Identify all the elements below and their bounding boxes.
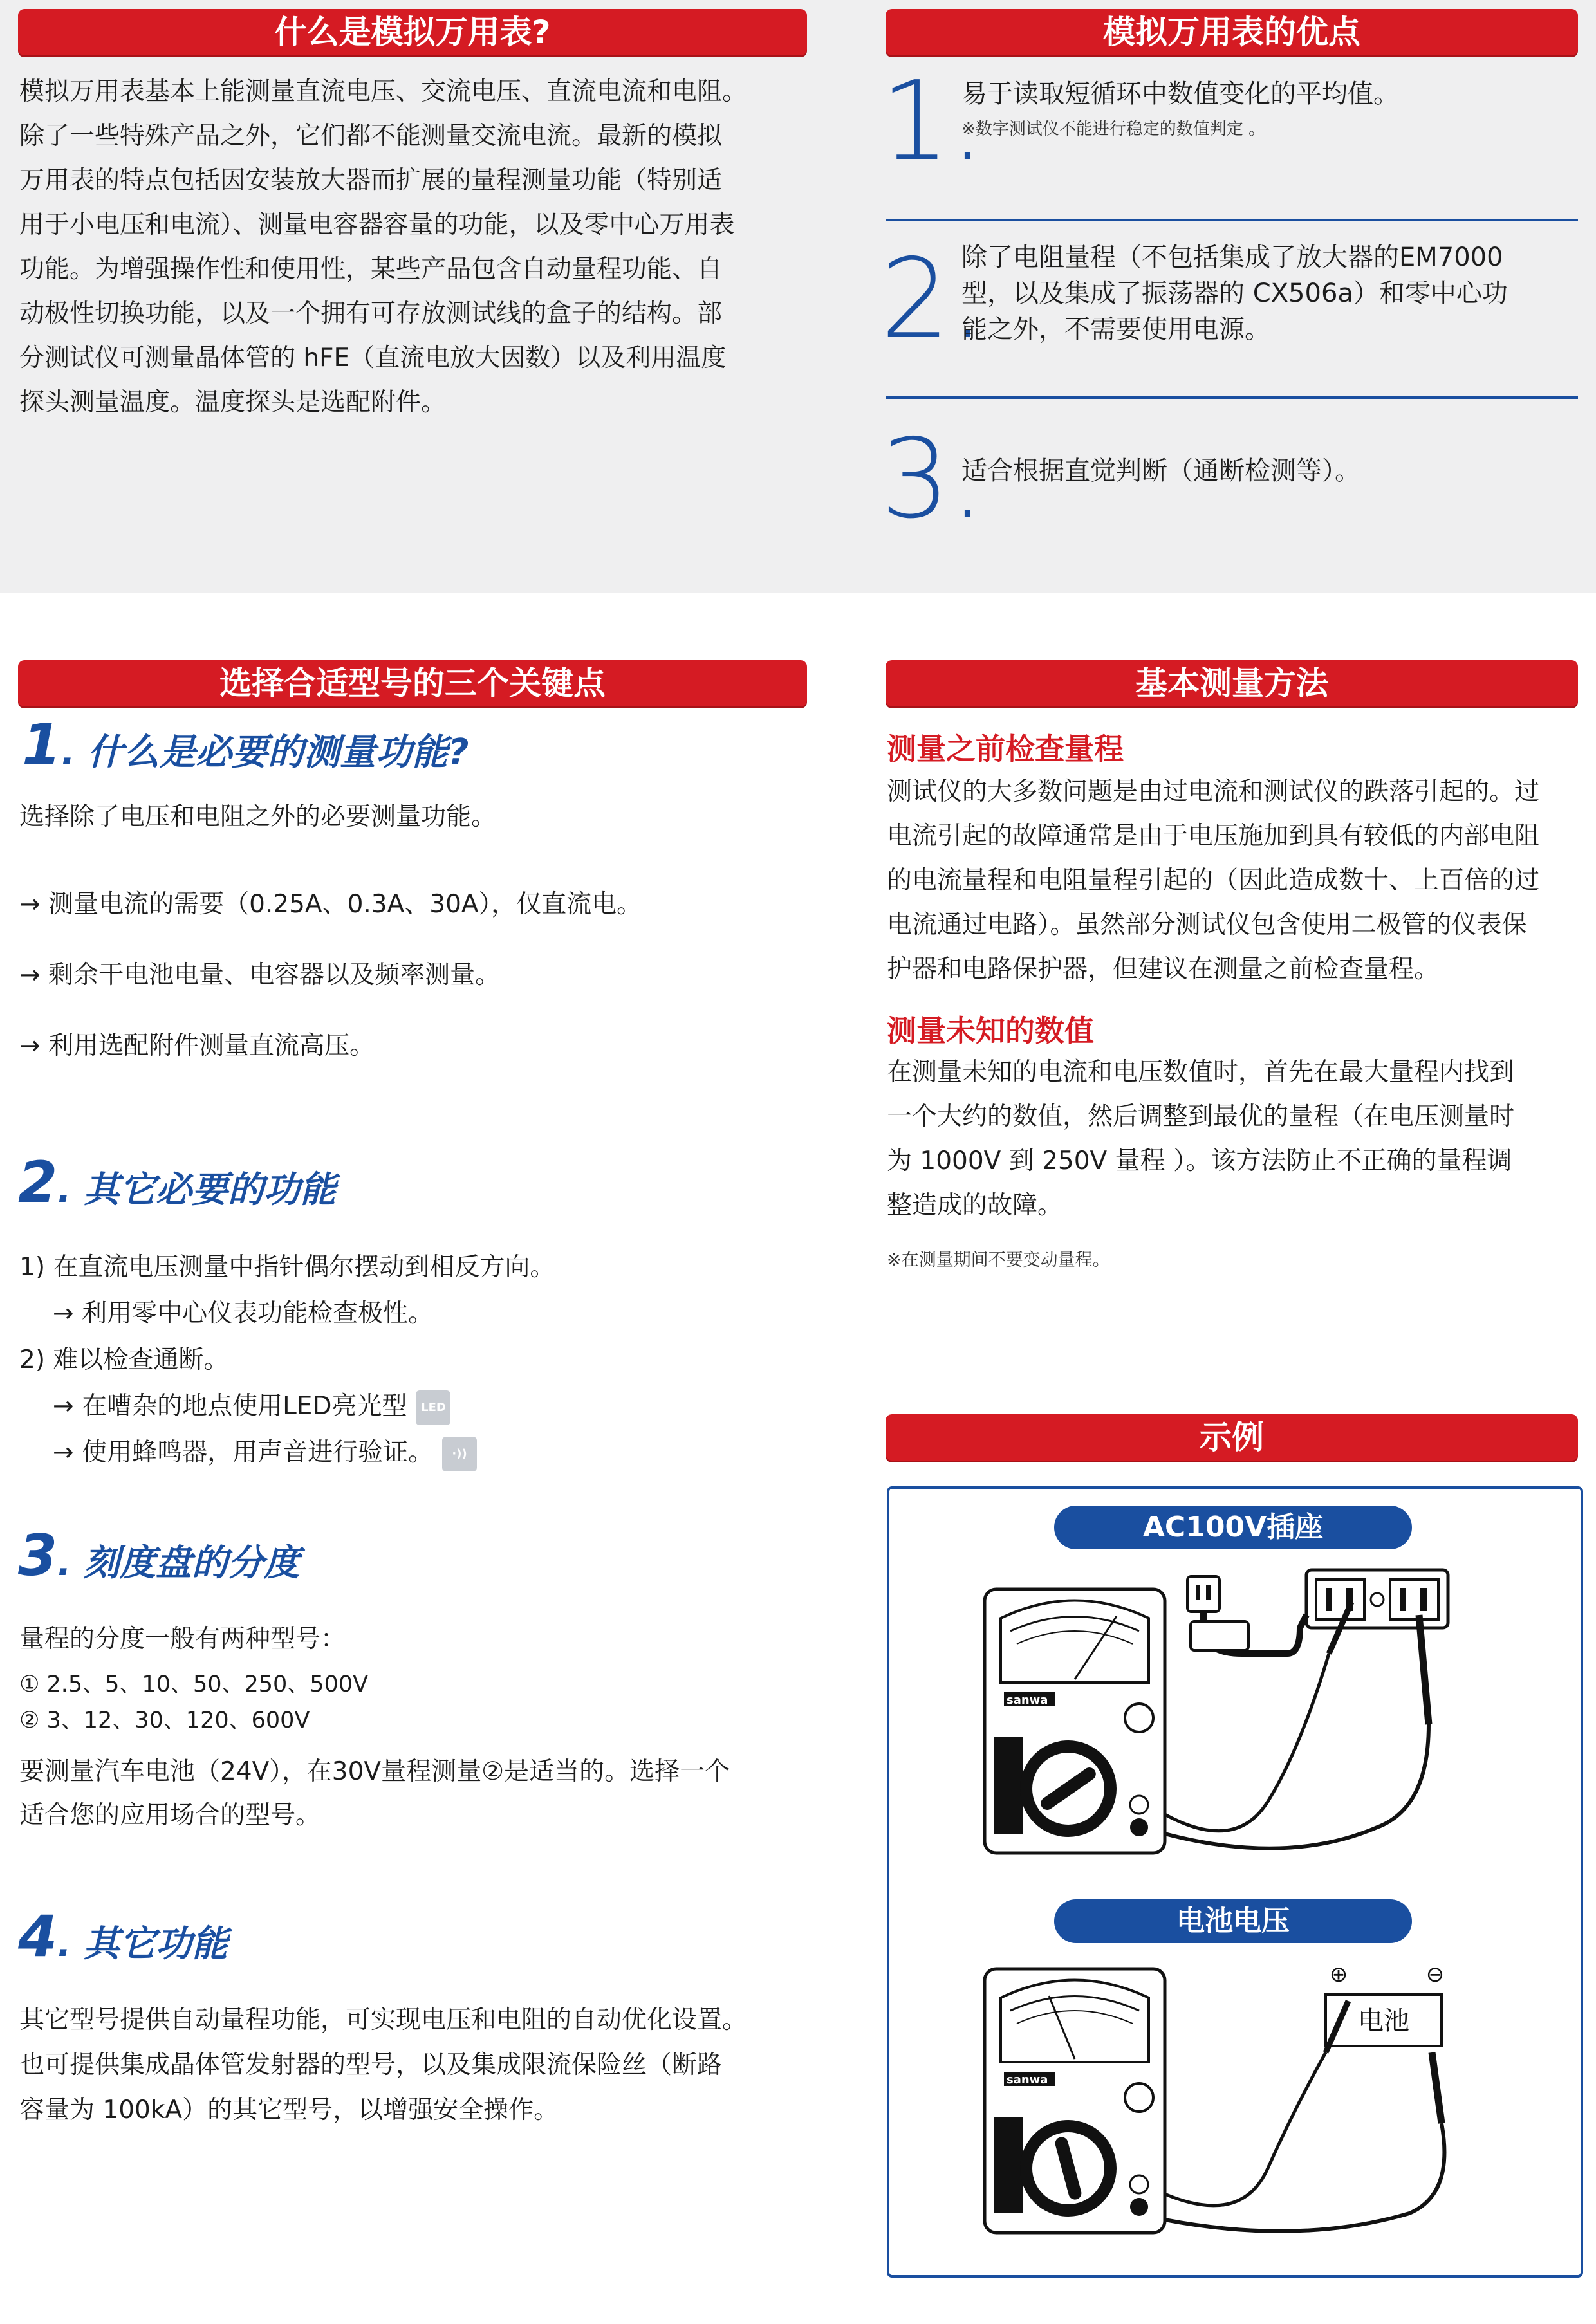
basic-methods-header: 基本测量方法 [886, 660, 1578, 706]
svg-text:电池: 电池 [1358, 2006, 1409, 2036]
example-header: 示例 [886, 1414, 1578, 1461]
svg-text:⊖: ⊖ [1425, 1962, 1445, 1987]
check-range-subtitle: 测量之前检查量程 [887, 732, 1124, 766]
what-is-line: 万用表的特点包括因安装放大器而扩展的量程测量功能（特别适 [19, 166, 723, 195]
key-point-2-line: → 在嘈杂的地点使用LED亮光型 LED [53, 1386, 450, 1425]
led-badge-icon: LED [416, 1390, 450, 1425]
key-point-2-title: 2. 其它必要的功能 [18, 1149, 337, 1215]
unknown-value-line: 一个大约的数值，然后调整到最优的量程（在电压测量时 [887, 1102, 1515, 1131]
svg-text:sanwa: sanwa [1007, 1693, 1048, 1707]
what-is-line: 模拟万用表基本上能测量直流电压、交流电压、直流电流和电阻。 [19, 77, 748, 106]
check-range-line: 的电流量程和电阻量程引起的（因此造成数十、上百倍的过 [887, 866, 1540, 895]
check-range-line: 测试仪的大多数问题是由过电流和测试仪的跌落引起的。过 [887, 777, 1540, 806]
key-point-2-line: → 利用零中心仪表功能检查极性。 [53, 1299, 434, 1328]
battery-measurement-illustration [965, 1956, 1493, 2246]
unknown-value-line: 在测量未知的电流和电压数值时，首先在最大量程内找到 [887, 1058, 1515, 1087]
svg-text:sanwa: sanwa [1007, 2073, 1048, 2087]
power-outlet-icon [1187, 1570, 1448, 1628]
unknown-value-line: 整造成的故障。 [887, 1191, 1063, 1220]
advantage-number-2: 2. [880, 235, 985, 363]
key-point-2-line: → 使用蜂鸣器，用声音进行验证。 ·)) [53, 1432, 477, 1471]
key-point-1-bullet: → 测量电流的需要（0.25A、0.3A、30A），仅直流电。 [19, 890, 642, 919]
advantage-text-1: 易于读取短循环中数值变化的平均值。 [961, 79, 1399, 109]
key-points-header: 选择合适型号的三个关键点 [18, 660, 807, 706]
ac-measurement-illustration [965, 1557, 1493, 1872]
key-point-4-title: 4. 其它功能 [18, 1903, 228, 1969]
buzzer-badge-icon: ·)) [442, 1437, 477, 1471]
advantage-text-2: 型，以及集成了振荡器的 CX506a）和零中心功 [961, 279, 1508, 308]
key-point-4-line: 容量为 100kA）的其它型号，以增强安全操作。 [19, 2096, 559, 2125]
what-is-line: 动极性切换功能，以及一个拥有可存放测试线的盒子的结构。部 [19, 299, 723, 328]
key-point-3-line: ② 3、12、30、120、600V [19, 1708, 310, 1733]
svg-text:⊕: ⊕ [1329, 1962, 1348, 1987]
key-point-1-intro: 选择除了电压和电阻之外的必要测量功能。 [19, 802, 497, 831]
key-point-3-title: 3. 刻度盘的分度 [18, 1522, 301, 1589]
key-point-1-bullet: → 剩余干电池电量、电容器以及频率测量。 [19, 961, 501, 990]
key-point-3-line: 要测量汽车电池（24V），在30V量程测量②是适当的。选择一个 [19, 1757, 730, 1786]
key-point-2-line: 1) 在直流电压测量中指针偶尔摆动到相反方向。 [19, 1253, 555, 1282]
advantage-note-1: ※数字测试仪不能进行稳定的数值判定 。 [961, 120, 1266, 139]
advantage-divider [886, 219, 1578, 221]
check-range-line: 护器和电路保护器，但建议在测量之前检查量程。 [887, 955, 1440, 984]
advantage-text-3: 适合根据直觉判断（通断检测等）。 [961, 456, 1360, 486]
key-point-3-line: ① 2.5、5、10、50、250、500V [19, 1672, 369, 1697]
what-is-line: 探头测量温度。温度探头是选配附件。 [19, 388, 447, 417]
key-point-4-line: 也可提供集成晶体管发射器的型号，以及集成限流保险丝（断路 [19, 2051, 723, 2080]
what-is-header: 什么是模拟万用表? [18, 9, 807, 55]
advantage-number-3: 3. [880, 416, 985, 543]
key-point-4-line: 其它型号提供自动量程功能，可实现电压和电阻的自动优化设置。 [19, 2006, 748, 2034]
advantage-number-1: 1. [880, 58, 985, 185]
ac-outlet-label: AC100V插座 [1054, 1506, 1412, 1549]
advantages-header: 模拟万用表的优点 [886, 9, 1578, 55]
multimeter-icon [985, 1969, 1165, 2233]
key-point-3-line: 适合您的应用场合的型号。 [19, 1801, 321, 1830]
what-is-line: 分测试仪可测量晶体管的 hFE（直流电放大因数）以及利用温度 [19, 344, 727, 373]
key-point-1-bullet: → 利用选配附件测量直流高压。 [19, 1031, 375, 1060]
advantage-divider [886, 396, 1578, 399]
check-range-line: 电流引起的故障通常是由于电压施加到具有较低的内部电阻 [887, 822, 1540, 851]
range-change-note: ※在测量期间不要变动量程。 [887, 1250, 1110, 1270]
unknown-value-subtitle: 测量未知的数值 [887, 1013, 1094, 1048]
key-point-3-line: 量程的分度一般有两种型号： [19, 1625, 346, 1654]
battery-icon [1326, 1962, 1444, 2046]
advantage-text-2: 除了电阻量程（不包括集成了放大器的EM7000 [961, 243, 1503, 272]
battery-voltage-label: 电池电压 [1054, 1899, 1412, 1943]
check-range-line: 电流通过电路）。虽然部分测试仪包含使用二极管的仪表保 [887, 910, 1527, 939]
unknown-value-line: 为 1000V 到 250V 量程 ）。该方法防止不正确的量程调 [887, 1147, 1512, 1176]
what-is-line: 除了一些特殊产品之外，它们都不能测量交流电流。最新的模拟 [19, 122, 723, 151]
key-point-2-line: 2) 难以检查通断。 [19, 1345, 229, 1374]
multimeter-icon [985, 1589, 1165, 1853]
key-point-1-title: 1. 什么是必要的测量功能? [22, 712, 469, 778]
what-is-line: 功能。为增强操作性和使用性，某些产品包含自动量程功能、自 [19, 255, 723, 284]
advantage-text-2: 能之外，不需要使用电源。 [961, 315, 1270, 344]
what-is-line: 用于小电压和电流）、测量电容器容量的功能，以及零中心万用表 [19, 210, 735, 239]
